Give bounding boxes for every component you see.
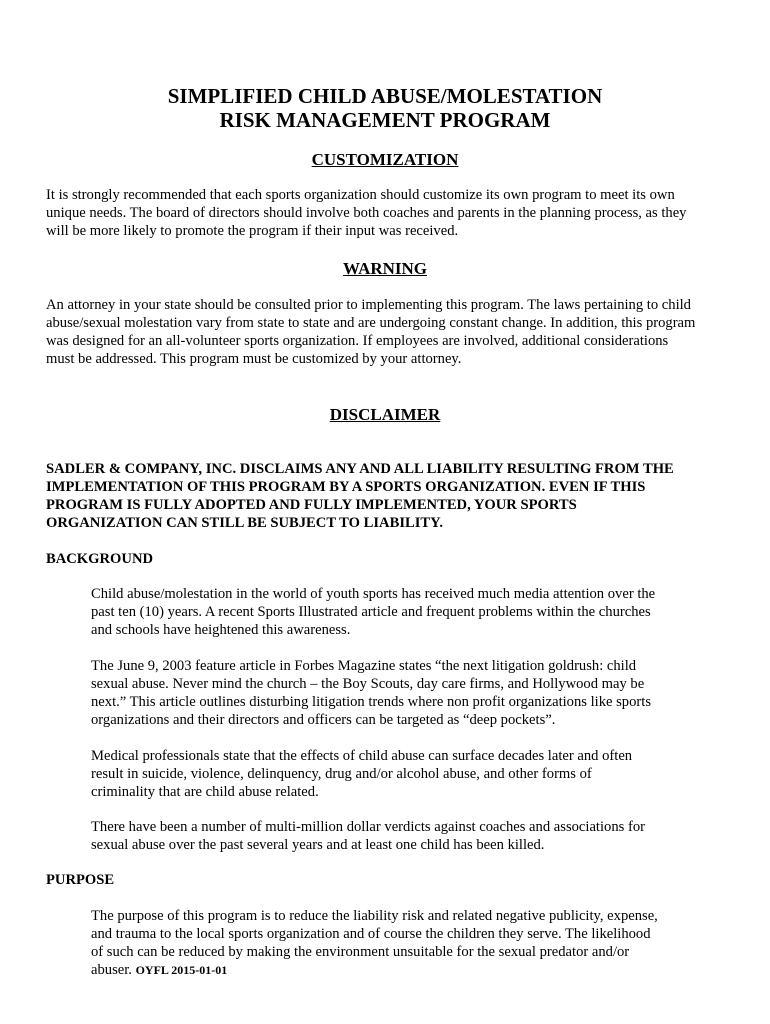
paragraph-line: ORGANIZATION CAN STILL BE SUBJECT TO LIABILITY. bbox=[46, 515, 444, 531]
purpose-paragraph bbox=[91, 907, 658, 979]
paragraph-line: The purpose of this program is to reduce the liability risk and related negative publicity, expense, bbox=[91, 908, 658, 924]
warning-paragraph bbox=[46, 296, 695, 368]
paragraph-line: and trauma to the local sports organization and of course the children they serve. The likelihood bbox=[91, 926, 651, 942]
paragraph-line: unique needs. The board of directors should involve both coaches and parents in the planning process, as they bbox=[46, 205, 687, 221]
paragraph-line: sexual abuse over the past several years and at least one child has been killed. bbox=[91, 837, 545, 853]
paragraph-line: The June 9, 2003 feature article in Forbes Magazine states “the next litigation goldrush: child bbox=[91, 658, 637, 674]
purpose-heading: PURPOSE bbox=[46, 872, 115, 888]
paragraph-line: abuse/sexual molestation vary from state to state and are undergoing constant change. In addition, this program bbox=[46, 315, 696, 331]
paragraph-line: sexual abuse. Never mind the church – the Boy Scouts, day care firms, and Hollywood may be bbox=[91, 676, 645, 692]
warning-heading: WARNING bbox=[342, 259, 428, 278]
paragraph-line: must be addressed. This program must be customized by your attorney. bbox=[46, 351, 462, 367]
document-title-line2: RISK MANAGEMENT PROGRAM bbox=[219, 108, 551, 132]
paragraph-line: An attorney in your state should be consulted prior to implementing this program. The laws pertaining to child bbox=[46, 297, 691, 313]
paragraph-line: SADLER & COMPANY, INC. DISCLAIMS ANY AND ALL LIABILITY RESULTING FROM THE bbox=[46, 461, 674, 477]
paragraph-line: IMPLEMENTATION OF THIS PROGRAM BY A SPORTS ORGANIZATION. EVEN IF THIS bbox=[46, 479, 646, 495]
background-paragraph-2 bbox=[91, 657, 651, 729]
customization-heading: CUSTOMIZATION bbox=[311, 150, 459, 169]
document-title-line1: SIMPLIFIED CHILD ABUSE/MOLESTATION bbox=[167, 84, 603, 108]
paragraph-line: PROGRAM IS FULLY ADOPTED AND FULLY IMPLEMENTED, YOUR SPORTS bbox=[46, 497, 577, 513]
paragraph-line: next.” This article outlines disturbing litigation trends where non profit organizations like sports bbox=[91, 694, 651, 710]
paragraph-line: of such can be reduced by making the environment unsuitable for the sexual predator and/or bbox=[91, 944, 630, 960]
background-paragraph-1 bbox=[91, 585, 655, 639]
disclaimer-heading: DISCLAIMER bbox=[329, 405, 441, 424]
customization-paragraph bbox=[46, 186, 686, 240]
paragraph-line: There have been a number of multi-million dollar verdicts against coaches and associations for bbox=[91, 819, 645, 835]
disclaimer-paragraph bbox=[46, 460, 674, 532]
paragraph-line: will be more likely to promote the program if their input was received. bbox=[46, 223, 459, 239]
background-paragraph-3 bbox=[91, 747, 632, 801]
paragraph-line: result in suicide, violence, delinquency, drug and/or alcohol abuse, and other forms of bbox=[91, 766, 592, 782]
paragraph-line-last bbox=[91, 961, 658, 979]
paragraph-line: Medical professionals state that the effects of child abuse can surface decades later and often bbox=[91, 748, 633, 764]
background-paragraph-4 bbox=[91, 818, 645, 854]
paragraph-line: organizations and their directors and officers can be targeted as “deep pockets”. bbox=[91, 712, 556, 728]
paragraph-line: was designed for an all-volunteer sports organization. If employees are involved, additional considerations bbox=[46, 333, 669, 349]
paragraph-line-text: abuser. bbox=[91, 962, 136, 978]
paragraph-line: criminality that are child abuse related. bbox=[91, 784, 319, 800]
document-code: OYFL 2015-01-01 bbox=[135, 963, 228, 977]
paragraph-line: Child abuse/molestation in the world of youth sports has received much media attention over the bbox=[91, 586, 656, 602]
paragraph-line: It is strongly recommended that each sports organization should customize its own program to meet its own bbox=[46, 187, 675, 203]
paragraph-line: and schools have heightened this awareness. bbox=[91, 622, 351, 638]
background-heading: BACKGROUND bbox=[46, 551, 154, 567]
paragraph-line: past ten (10) years. A recent Sports Illustrated article and frequent problems within the churches bbox=[91, 604, 651, 620]
